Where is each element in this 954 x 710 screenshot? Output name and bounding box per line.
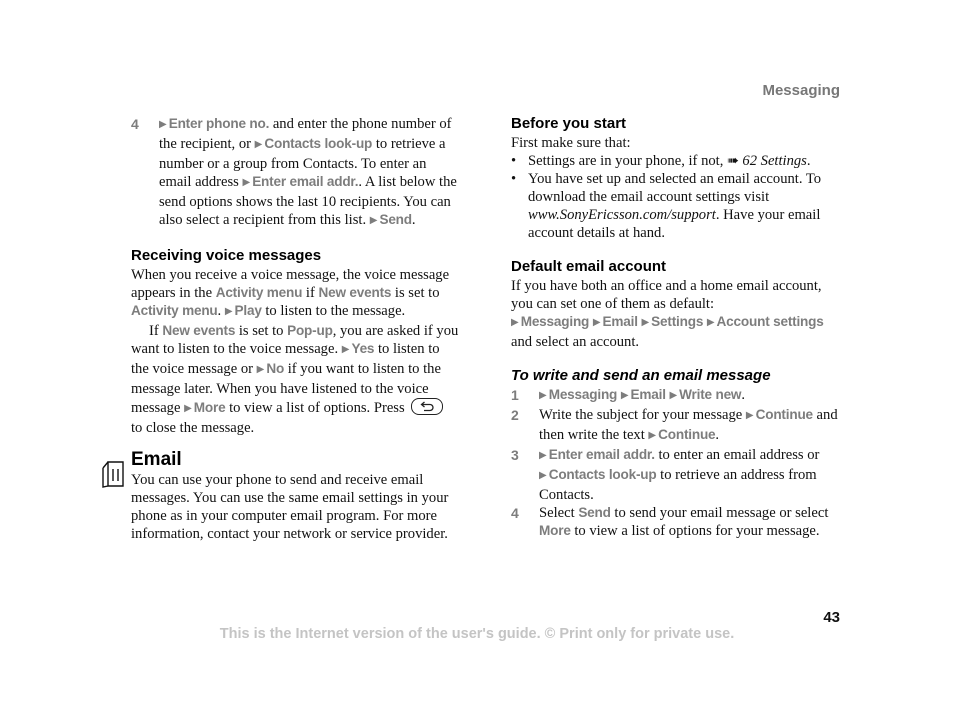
bullet-item: • You have set up and selected an email account. To download the email account settings visit www.SonyEricsson.com/support. Have your email account details at hand. [511,171,822,241]
menu-item: Contacts look-up [264,136,373,151]
section-heading-default: Default email account [511,258,667,275]
cross-reference: 62 Settings [742,153,807,169]
left-column [131,115,461,543]
menu-item: Send [379,212,412,227]
menu-arrow-icon: ▶ [641,317,650,328]
menu-item: Play [234,303,262,318]
menu-item: Messaging [520,314,590,329]
section-heading-before: Before you start [511,115,627,132]
voice-paragraph-2: If New events is set to Pop-up, you are asked if you want to listen to the voice message. ▶ Yes to listen to the voice message or ▶ No if you want to listen to the message later. When you have listened to the voice message ▶ More to view a list of options. Press to close the message. [131,323,459,436]
reference-arrow-icon: ➠ [727,153,739,169]
menu-item: Yes [351,341,375,356]
step-4: 4 Select Send to send your email message or select More to view a list of options for your message. [511,505,829,539]
default-paragraph: If you have both an office and a home email account, you can set one of them as default: [511,278,822,312]
section-heading-email: Email [131,449,182,470]
section-heading-write: To write and send an email message [511,367,771,384]
menu-item: Send [578,505,611,520]
menu-arrow-icon: ▶ [511,317,519,328]
menu-item: Contacts look-up [548,467,657,482]
menu-arrow-icon: ▶ [745,410,754,421]
menu-item: Account settings [716,314,824,329]
menu-item: Email [602,314,638,329]
menu-item: Messaging [548,387,618,402]
step-2: 2 Write the subject for your message ▶ Continue and then write the text ▶ Continue. [511,407,838,443]
menu-item: Continue [755,407,813,422]
menu-item: More [539,523,571,538]
menu-item: Enter email addr. [548,447,655,462]
step-number: 4 [131,116,139,132]
email-paragraph: You can use your phone to send and receive email messages. You can use the same email settings in your phone as in your computer email program. For more information, contact your network or service provider. [131,472,449,542]
before-intro: First make sure that: [511,135,631,151]
section-heading-voice: Receiving voice messages [131,247,322,264]
page-number: 43 [823,609,840,626]
default-paragraph-end: and select an account. [511,334,640,350]
menu-arrow-icon: ▶ [592,317,601,328]
menu-arrow-icon: ▶ [254,139,263,150]
menu-item: New events [162,323,236,338]
menu-item: Enter email addr. [252,174,359,189]
menu-arrow-icon: ▶ [539,390,547,401]
menu-arrow-icon: ▶ [159,119,167,130]
menu-arrow-icon: ▶ [256,364,265,375]
menu-item: Email [630,387,666,402]
menu-item: Pop-up [287,323,333,338]
bullet-item: • Settings are in your phone, if not, ➠ 62 Settings. [511,153,811,169]
menu-arrow-icon: ▶ [620,390,629,401]
default-menu-path [511,313,841,333]
menu-item: Continue [658,427,716,442]
step-3: 3 ▶ Enter email addr. to enter an email address or ▶ Contacts look-up to retrieve an address from Contacts. [511,447,820,503]
menu-item: Enter phone no. [168,116,270,131]
right-column [511,115,841,540]
menu-arrow-icon: ▶ [369,215,378,226]
menu-arrow-icon: ▶ [539,470,547,481]
menu-arrow-icon: ▶ [224,306,233,317]
menu-item: Activity menu [131,303,218,318]
footer-notice: This is the Internet version of the user's guide. © Print only for private use. [219,626,735,642]
menu-arrow-icon: ▶ [648,430,657,441]
menu-item: No [266,361,285,376]
running-header: Messaging [762,82,840,99]
menu-item: Write new [679,387,742,402]
step-4-phone: 4 ▶ Enter phone no. and enter the phone number of the recipient, or ▶ Contacts look-up to retrieve a number or a group from Contacts. To enter an email address ▶ Enter email addr.. A list below the send options shows the last 10 recipients. You can also select a recipient from this list. ▶ Send. [131,116,457,228]
feature-availability-icon [101,459,125,494]
support-url: www.SonyEricsson.com/support [528,207,716,223]
menu-arrow-icon: ▶ [706,317,715,328]
menu-arrow-icon: ▶ [341,344,350,355]
back-key-icon [411,398,443,415]
menu-item: More [193,400,226,415]
voice-paragraph-1: When you receive a voice message, the voice message appears in the Activity menu if New events is set to Activity menu. ▶ Play to listen to the message. [131,267,450,319]
menu-item: Settings [651,314,704,329]
menu-arrow-icon: ▶ [242,177,251,188]
step-1: 1 ▶ Messaging ▶ Email ▶ Write new. [511,387,745,403]
menu-item: Activity menu [215,285,303,300]
menu-arrow-icon: ▶ [184,403,192,414]
menu-item: New events [318,285,392,300]
menu-arrow-icon: ▶ [669,390,678,401]
menu-arrow-icon: ▶ [539,450,547,461]
